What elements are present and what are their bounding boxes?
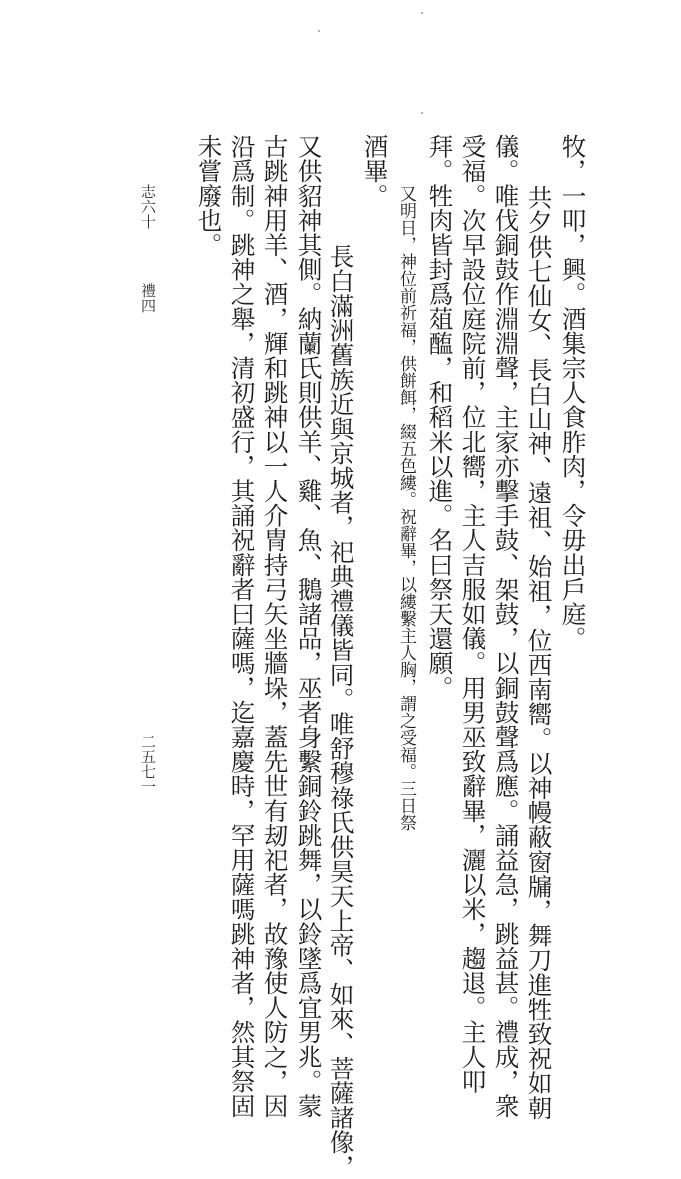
scan-speck xyxy=(318,30,320,32)
text-column-2: 共夕供七仙女、長白山神、遠祖、始祖，位西南嚮。以神幔蔽窗牖，舞刀進牲致祝如朝 xyxy=(524,185,554,1120)
text-column-10: 古跳神用羊、酒，輝和跳神以一人介冑持弓矢坐牆垛，蓋先世有刼祀者，故豫使人防之，因 xyxy=(260,134,290,1118)
text-column-3: 儀。唯伐銅鼓作淵淵聲，主家亦擊手鼓、架鼓，以銅鼓聲爲應。誦益急，跳益甚。禮成，衆 xyxy=(491,134,521,1118)
text-column-1: 牧，一叩，興。酒集宗人食胙肉，令毋出戶庭。 xyxy=(558,134,588,651)
text-column-4: 受福。次早設位庭院前，位北嚮，主人吉服如儀。用男巫致辭畢，灑以米，趨退。主人叩 xyxy=(458,134,488,1094)
text-column-9: 又供貂神其側。納蘭氏則供羊、雞、魚、鵝諸品，巫者身繫銅鈴跳舞，以鈴墜爲宜男兆。蒙 xyxy=(294,134,324,1118)
text-column-12: 未嘗廢也。 xyxy=(194,134,224,257)
scan-speck xyxy=(421,12,423,14)
section-label: 禮四 xyxy=(139,283,157,313)
volume-label: 志六十 xyxy=(139,184,157,229)
page-number: 二五七一 xyxy=(139,734,157,794)
text-column-6: 又明日，神位前祈福，供餅餌，綴五色縷。祝辭畢，以縷繫主人胸，謂之受福。三日祭 xyxy=(396,185,416,831)
text-column-11: 沿爲制。跳神之舉，清初盛行，其誦祝辭者曰薩嗎，迄嘉慶時，罕用薩嗎跳神者，然其祭固 xyxy=(227,134,257,1118)
text-column-8: 長白滿洲舊族近與京城者，祀典禮儀皆同。唯舒穆祿氏供昊天上帝、如來、菩薩諸像， xyxy=(326,244,356,1179)
text-column-7: 酒畢。 xyxy=(360,134,390,208)
text-column-5: 拜。牲肉皆封爲葅醢，和稻米以進。名曰祭天還願。 xyxy=(425,134,455,700)
scan-speck xyxy=(421,112,423,114)
